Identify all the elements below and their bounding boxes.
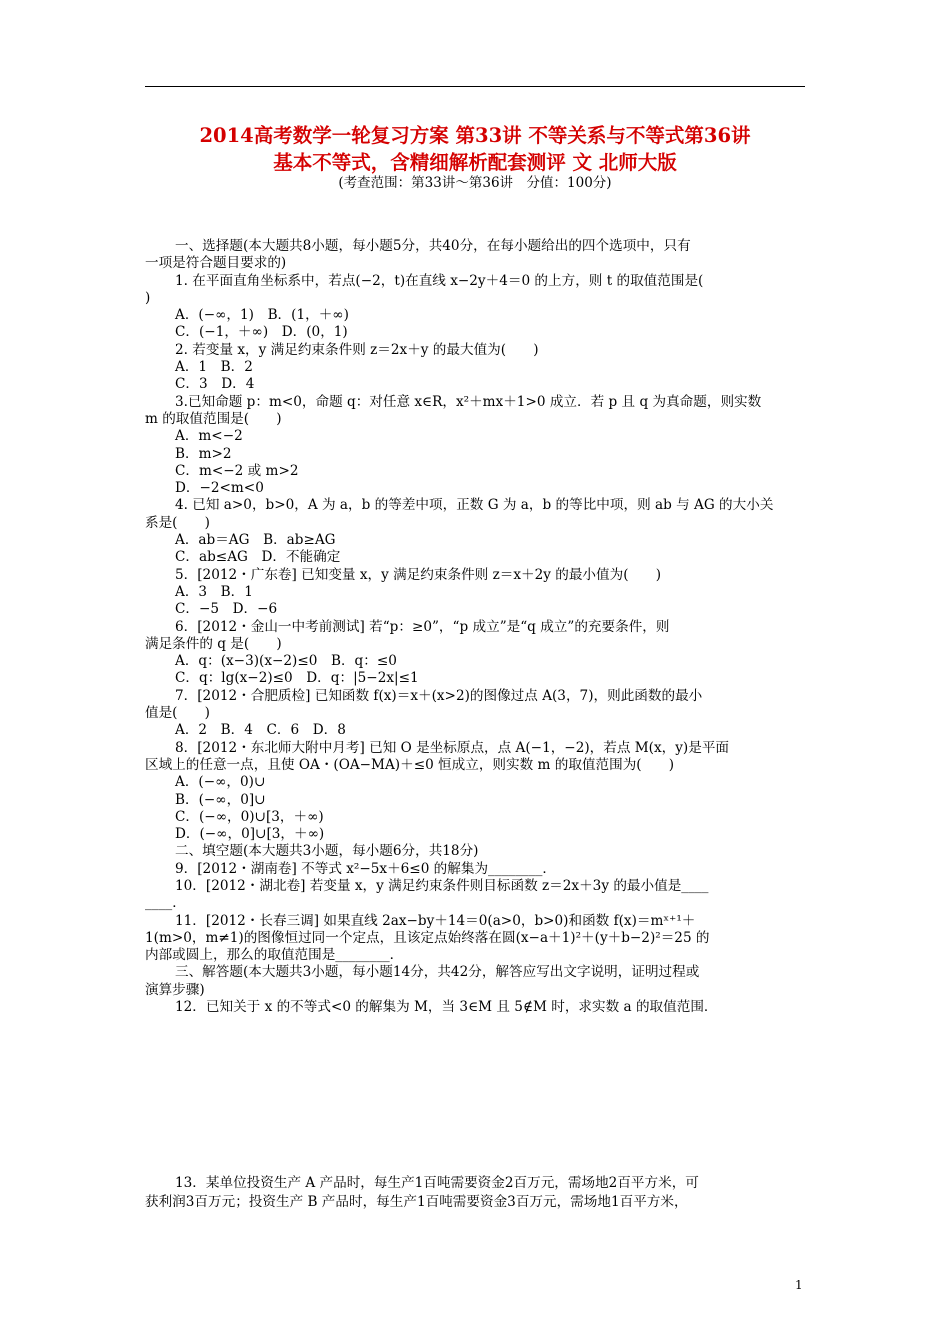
text-line: A．2 B．4 C．6 D．8 bbox=[175, 722, 346, 739]
text-line: 2. 若变量 x，y 满足约束条件则 z＝2x＋y 的最大值为( ) bbox=[175, 341, 539, 358]
text-line: 4. 已知 a>0，b>0，A 为 a，b 的等差中项，正数 G 为 a，b 的等比中项，则 ab 与 AG 的大小关 bbox=[175, 497, 774, 514]
text-line: C．q：lg(x−2)≤0 D．q：|5−2x|≤1 bbox=[175, 670, 419, 687]
text-line: 区域上的任意一点，且使 OA・(OA−MA)＋≤0 恒成立，则实数 m 的取值范围为( ) bbox=[145, 756, 675, 773]
text-line: A．m<−2 bbox=[175, 428, 243, 445]
text-line: A．1 B．2 bbox=[175, 359, 253, 376]
text-line: 满足条件的 q 是( ) bbox=[145, 635, 282, 652]
text-line: D．(−∞，0]∪[3，＋∞) bbox=[175, 826, 325, 843]
text-line: 演算步骤) bbox=[145, 981, 205, 998]
text-line: C．(−∞，0)∪[3，＋∞) bbox=[175, 808, 324, 825]
text-line: C．3 D．4 bbox=[175, 376, 255, 393]
text-line: 1. 在平面直角坐标系中，若点(−2，t)在直线 x−2y＋4＝0 的上方，则 t 的取值范围是( bbox=[175, 272, 704, 289]
text-line: C．m<−2 或 m>2 bbox=[175, 462, 299, 479]
text-line: 获利润3百万元；投资生产 B 产品时，每生产1百吨需要资金3百万元，需场地1百平方米， bbox=[145, 1194, 688, 1210]
text-line: ____． bbox=[145, 895, 186, 912]
text-line: 6．[2012・金山一中考前测试] 若“p：≥0”，“p 成立”是“q 成立”的充要条件，则 bbox=[175, 618, 670, 635]
text-line: 13．某单位投资生产 A 产品时，每生产1百吨需要资金2百万元，需场地2百平方米，可 bbox=[175, 1175, 699, 1191]
text-line: 8．[2012・东北师大附中月考] 已知 O 是坐标原点，点 A(−1，−2)，若点 M(x，y)是平面 bbox=[175, 739, 730, 756]
text-line: B．m>2 bbox=[175, 445, 232, 462]
text-line: A．3 B．1 bbox=[175, 583, 253, 600]
text-line: 一项是符合题目要求的) bbox=[145, 255, 287, 272]
text-line: m 的取值范围是( ) bbox=[145, 410, 282, 427]
text-line: 10．[2012・湖北卷] 若变量 x，y 满足约束条件则目标函数 z＝2x＋3y 的最小值是____ bbox=[175, 877, 709, 894]
text-line: C．(−1，＋∞) D．(0，1) bbox=[175, 324, 348, 341]
text-line: 内部或圆上，那么的取值范围是________． bbox=[145, 947, 404, 964]
text-line: A．q：(x−3)(x−2)≤0 B．q：≤0 bbox=[175, 653, 397, 670]
text-line: A．(−∞，0)∪ bbox=[175, 774, 266, 791]
text-line: D．−2<m<0 bbox=[175, 480, 264, 497]
text-line: 二、填空题(本大题共3小题，每小题6分，共18分) bbox=[175, 843, 479, 860]
text-line: 5．[2012・广东卷] 已知变量 x，y 满足约束条件则 z＝x＋2y 的最小值为( ) bbox=[175, 566, 662, 583]
document-title-line-2: 基本不等式，含精细解析配套测评 文 北师大版 bbox=[273, 151, 677, 174]
text-line: A．(−∞，1) B．(1，＋∞) bbox=[175, 307, 349, 324]
text-line: 11．[2012・长春三调] 如果直线 2ax−by＋14＝0(a>0，b>0)和函数 f(x)＝mˣ⁺¹＋ bbox=[175, 912, 696, 929]
text-line: C．−5 D．−6 bbox=[175, 601, 278, 618]
text-line: 1(m>0，m≠1)的图像恒过同一个定点，且该定点始终落在圆(x−a＋1)²＋(y＋b−2)²＝25 的 bbox=[145, 929, 710, 946]
text-line: 三、解答题(本大题共3小题，每小题14分，共42分，解答应写出文字说明，证明过程或 bbox=[175, 964, 700, 981]
question-13 bbox=[145, 1174, 807, 1212]
question-body bbox=[145, 238, 807, 1016]
text-line: B．(−∞，0]∪ bbox=[175, 791, 266, 808]
text-line: A．ab＝AG B．ab≥AG bbox=[175, 532, 336, 549]
text-line: C．ab≤AG D．不能确定 bbox=[175, 549, 341, 566]
page-number: 1 bbox=[795, 1278, 803, 1292]
exam-scope-subtitle: (考查范围：第33讲～第36讲 分值：100分) bbox=[338, 175, 612, 191]
text-line: 3.已知命题 p：m<0，命题 q：对任意 x∈R，x²＋mx＋1>0 成立．若 p 且 q 为真命题，则实数 bbox=[175, 393, 762, 410]
text-line: 9．[2012・湖南卷] 不等式 x²−5x＋6≤0 的解集为________． bbox=[175, 860, 557, 877]
text-line: 值是( ) bbox=[145, 705, 210, 722]
text-line: 7．[2012・合肥质检] 已知函数 f(x)＝x＋(x>2)的图像过点 A(3，7)，则此函数的最小 bbox=[175, 687, 703, 704]
header-rule bbox=[145, 86, 805, 87]
text-line: 12．已知关于 x 的不等式<0 的解集为 M，当 3∈M 且 5∉M 时，求实数 a 的取值范围． bbox=[175, 999, 718, 1016]
text-line: 系是( ) bbox=[145, 514, 210, 531]
text-line: 一、选择题(本大题共8小题，每小题5分，共40分，在每小题给出的四个选项中，只有 bbox=[175, 238, 691, 254]
text-line: ) bbox=[145, 289, 151, 306]
document-title-line-1: 2014高考数学一轮复习方案 第33讲 不等关系与不等式第36讲 bbox=[199, 124, 751, 147]
